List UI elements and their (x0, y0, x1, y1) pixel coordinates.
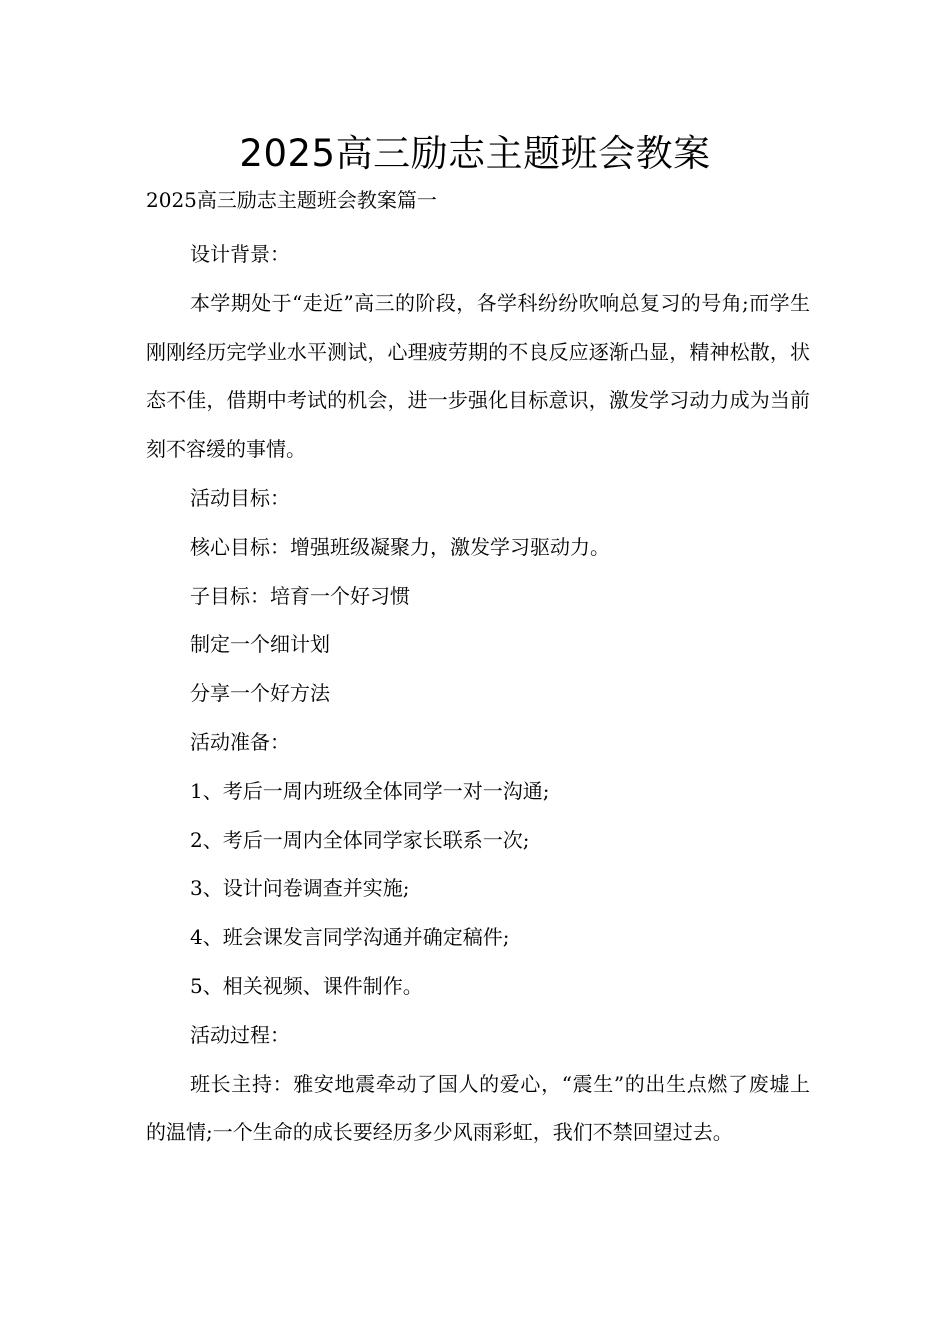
paragraph-core-goal: 核心目标：增强班级凝聚力，激发学习驱动力。 (190, 534, 610, 559)
paragraph-method: 分享一个好方法 (190, 681, 330, 706)
paragraph-sub-goal: 子目标：培育一个好习惯 (190, 583, 410, 608)
list-item-preparation-1: 1、考后一周内班级全体同学一对一沟通; (190, 778, 550, 803)
document-subtitle: 2025高三励志主题班会教案篇一 (146, 188, 437, 212)
list-item-preparation-4: 4、班会课发言同学沟通并确定稿件; (190, 925, 510, 950)
paragraph-design-background-heading: 设计背景： (190, 242, 290, 266)
document-body (146, 230, 810, 1157)
paragraph-plan: 制定一个细计划 (190, 632, 330, 657)
list-item-preparation-5: 5、相关视频、课件制作。 (190, 973, 423, 998)
list-item-preparation-3: 3、设计问卷调查并实施; (190, 876, 410, 901)
list-item-preparation-2: 2、考后一周内全体同学家长联系一次; (190, 827, 530, 852)
document-title: 2025高三励志主题班会教案 (239, 132, 711, 175)
paragraph-preparation-heading: 活动准备： (190, 729, 290, 754)
paragraph-activity-goals-heading: 活动目标： (190, 485, 290, 510)
paragraph-process-heading: 活动过程： (190, 1022, 290, 1047)
paragraph-monitor-host: 班长主持：雅安地震牵动了国人的爱心，“震生”的出生点燃了废墟上的温情;一个生命的成长要经历多少风雨彩虹，我们不禁回望过去。 (146, 1071, 810, 1145)
paragraph-design-background: 本学期处于“走近”高三的阶段，各学科纷纷吹响总复习的号角;而学生刚刚经历完学业水平测试，心理疲劳期的不良反应逐渐凸显，精神松散，状态不佳，借期中考试的机会，进一步强化目标意识，激发学习动力成为当前刻不容缓的事情。 (146, 290, 810, 462)
